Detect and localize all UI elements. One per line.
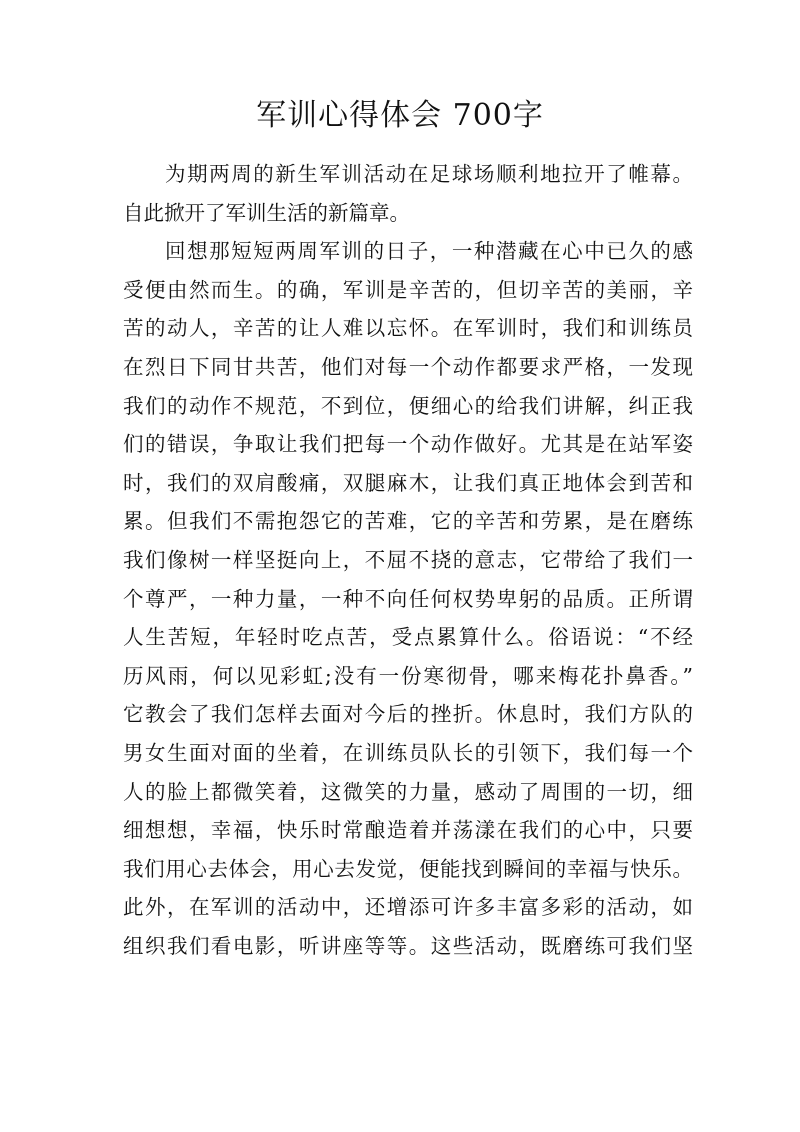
text-line: 累。但我们不需抱怨它的苦难，它的辛苦和劳累，是在磨练: [123, 509, 693, 534]
text-line: 此外，在军训的活动中，还增添可许多丰富多彩的活动，如: [123, 895, 693, 920]
text-line: 组织我们看电影，听讲座等等。这些活动，既磨练可我们坚: [123, 933, 693, 958]
text-line: 个尊严，一种力量，一种不向任何权势卑躬的品质。正所谓: [123, 586, 693, 611]
document-body: [123, 155, 693, 965]
text-line: 我们用心去体会，用心去发觉，便能找到瞬间的幸福与快乐。: [123, 856, 693, 881]
text-line: 自此掀开了军训生活的新篇章。: [123, 200, 410, 225]
text-line: 男女生面对面的坐着，在训练员队长的引领下，我们每一个: [123, 740, 693, 765]
text-line: 受便由然而生。的确，军训是辛苦的，但切辛苦的美丽，辛: [123, 277, 693, 302]
text-line: 回想那短短两周军训的日子，一种潜藏在心中已久的感: [165, 239, 693, 264]
text-line: 在烈日下同甘共苦，他们对每一个动作都要求严格，一发现: [123, 354, 693, 379]
text-line: 苦的动人，辛苦的让人难以忘怀。在军训时，我们和训练员: [123, 316, 693, 341]
text-line: 历风雨，何以见彩虹;没有一份寒彻骨，哪来梅花扑鼻香。”: [123, 663, 693, 688]
text-line: 我们像树一样坚挺向上，不屈不挠的意志，它带给了我们一: [123, 547, 693, 572]
text-line: 它教会了我们怎样去面对今后的挫折。休息时，我们方队的: [123, 702, 693, 727]
text-line: 细想想，幸福，快乐时常酿造着并荡漾在我们的心中，只要: [123, 818, 693, 843]
text-line: 人生苦短，年轻时吃点苦，受点累算什么。俗语说：“不经: [123, 625, 693, 650]
text-line: 人的脸上都微笑着，这微笑的力量，感动了周围的一切，细: [123, 779, 693, 804]
text-line: 我们的动作不规范，不到位，便细心的给我们讲解，纠正我: [123, 393, 693, 418]
text-line: 为期两周的新生军训活动在足球场顺利地拉开了帷幕。: [165, 162, 693, 186]
text-line: 时，我们的双肩酸痛，双腿麻木，让我们真正地体会到苦和: [123, 470, 693, 495]
text-line: 们的错误，争取让我们把每一个动作做好。尤其是在站军姿: [123, 432, 693, 457]
document-title: 军训心得体会 700字: [256, 98, 544, 133]
